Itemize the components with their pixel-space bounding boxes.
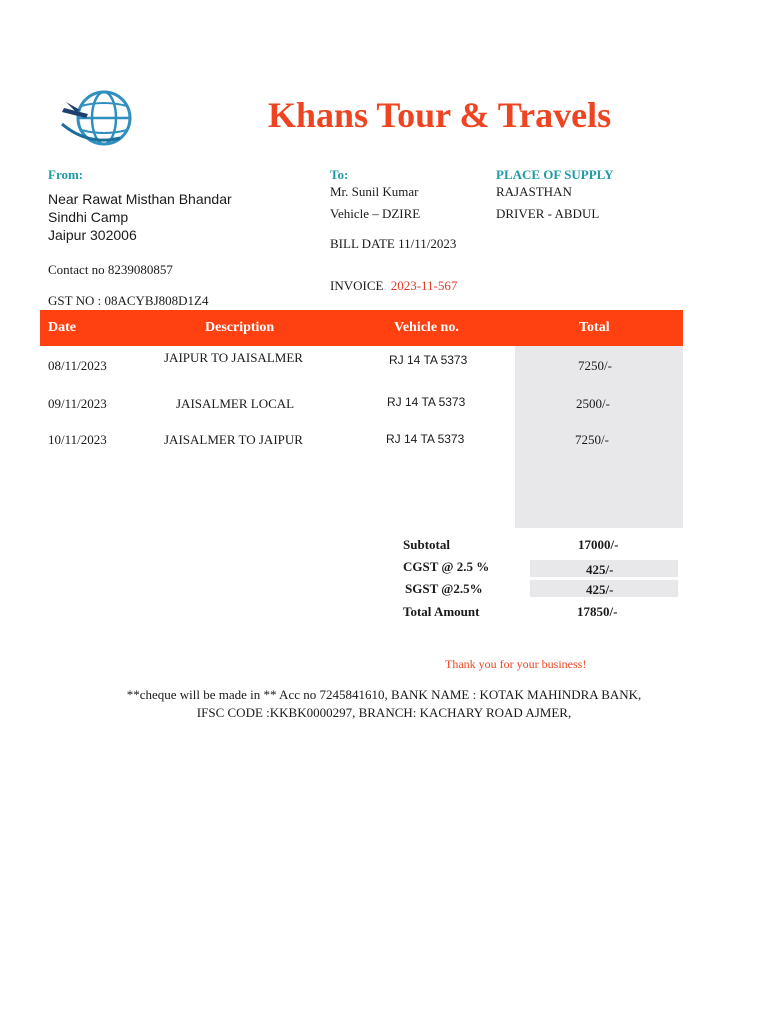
- from-contact: Contact no 8239080857: [48, 262, 173, 277]
- header-description: Description: [205, 320, 275, 335]
- to-label: To:: [330, 167, 349, 182]
- bank-details-line2: IFSC CODE :KKBK0000297, BRANCH: KACHARY ROAD AJMER,: [196, 705, 572, 720]
- total-amount-label: Total Amount: [403, 604, 480, 619]
- cgst-label: CGST @ 2.5 %: [403, 559, 490, 574]
- sgst-value: 425/-: [586, 582, 614, 597]
- row-date: 09/11/2023: [48, 396, 107, 411]
- bill-date: BILL DATE 11/11/2023: [330, 236, 457, 251]
- header-total: Total: [579, 320, 610, 335]
- to-name: Mr. Sunil Kumar: [330, 184, 419, 199]
- row-date: 08/11/2023: [48, 358, 107, 373]
- from-label: From:: [48, 167, 84, 182]
- row-total: 2500/-: [576, 396, 610, 411]
- from-address-line3: Jaipur 302006: [48, 227, 137, 243]
- subtotal-value: 17000/-: [578, 537, 619, 552]
- header-vehicle: Vehicle no.: [394, 320, 459, 335]
- from-address-line2: Sindhi Camp: [48, 209, 129, 225]
- invoice-number: 2023-11-567: [390, 278, 458, 293]
- row-vehicle: RJ 14 TA 5373: [386, 432, 465, 446]
- globe-plane-icon: [58, 88, 144, 150]
- invoice-label: INVOICE: [330, 278, 384, 293]
- row-description: JAISALMER TO JAIPUR: [164, 432, 303, 447]
- supply-label: PLACE OF SUPPLY: [496, 167, 614, 182]
- supply-state: RAJASTHAN: [496, 184, 572, 199]
- row-total: 7250/-: [578, 358, 612, 373]
- to-vehicle: Vehicle – DZIRE: [330, 206, 421, 221]
- row-description: JAIPUR TO JAISALMER: [164, 350, 303, 365]
- driver-name: DRIVER - ABDUL: [496, 206, 600, 221]
- company-name: Khans Tour & Travels: [268, 95, 612, 135]
- row-vehicle: RJ 14 TA 5373: [387, 395, 466, 409]
- from-address-line1: Near Rawat Misthan Bhandar: [48, 191, 232, 207]
- thank-you-note: Thank you for your business!: [445, 657, 587, 671]
- row-total: 7250/-: [575, 432, 609, 447]
- row-vehicle: RJ 14 TA 5373: [389, 353, 468, 367]
- invoice-line: [330, 278, 457, 294]
- table-header: [40, 310, 683, 346]
- sgst-label: SGST @2.5%: [405, 581, 483, 596]
- subtotal-label: Subtotal: [403, 537, 450, 552]
- header-date: Date: [48, 320, 76, 335]
- row-description: JAISALMER LOCAL: [176, 396, 295, 411]
- from-gst: GST NO : 08ACYBJ808D1Z4: [48, 293, 209, 308]
- total-amount-value: 17850/-: [577, 604, 618, 619]
- row-date: 10/11/2023: [48, 432, 107, 447]
- cgst-value: 425/-: [586, 562, 614, 577]
- bank-details-line1: **cheque will be made in ** Acc no 7245841610, BANK NAME : KOTAK MAHINDRA BANK,: [126, 687, 642, 702]
